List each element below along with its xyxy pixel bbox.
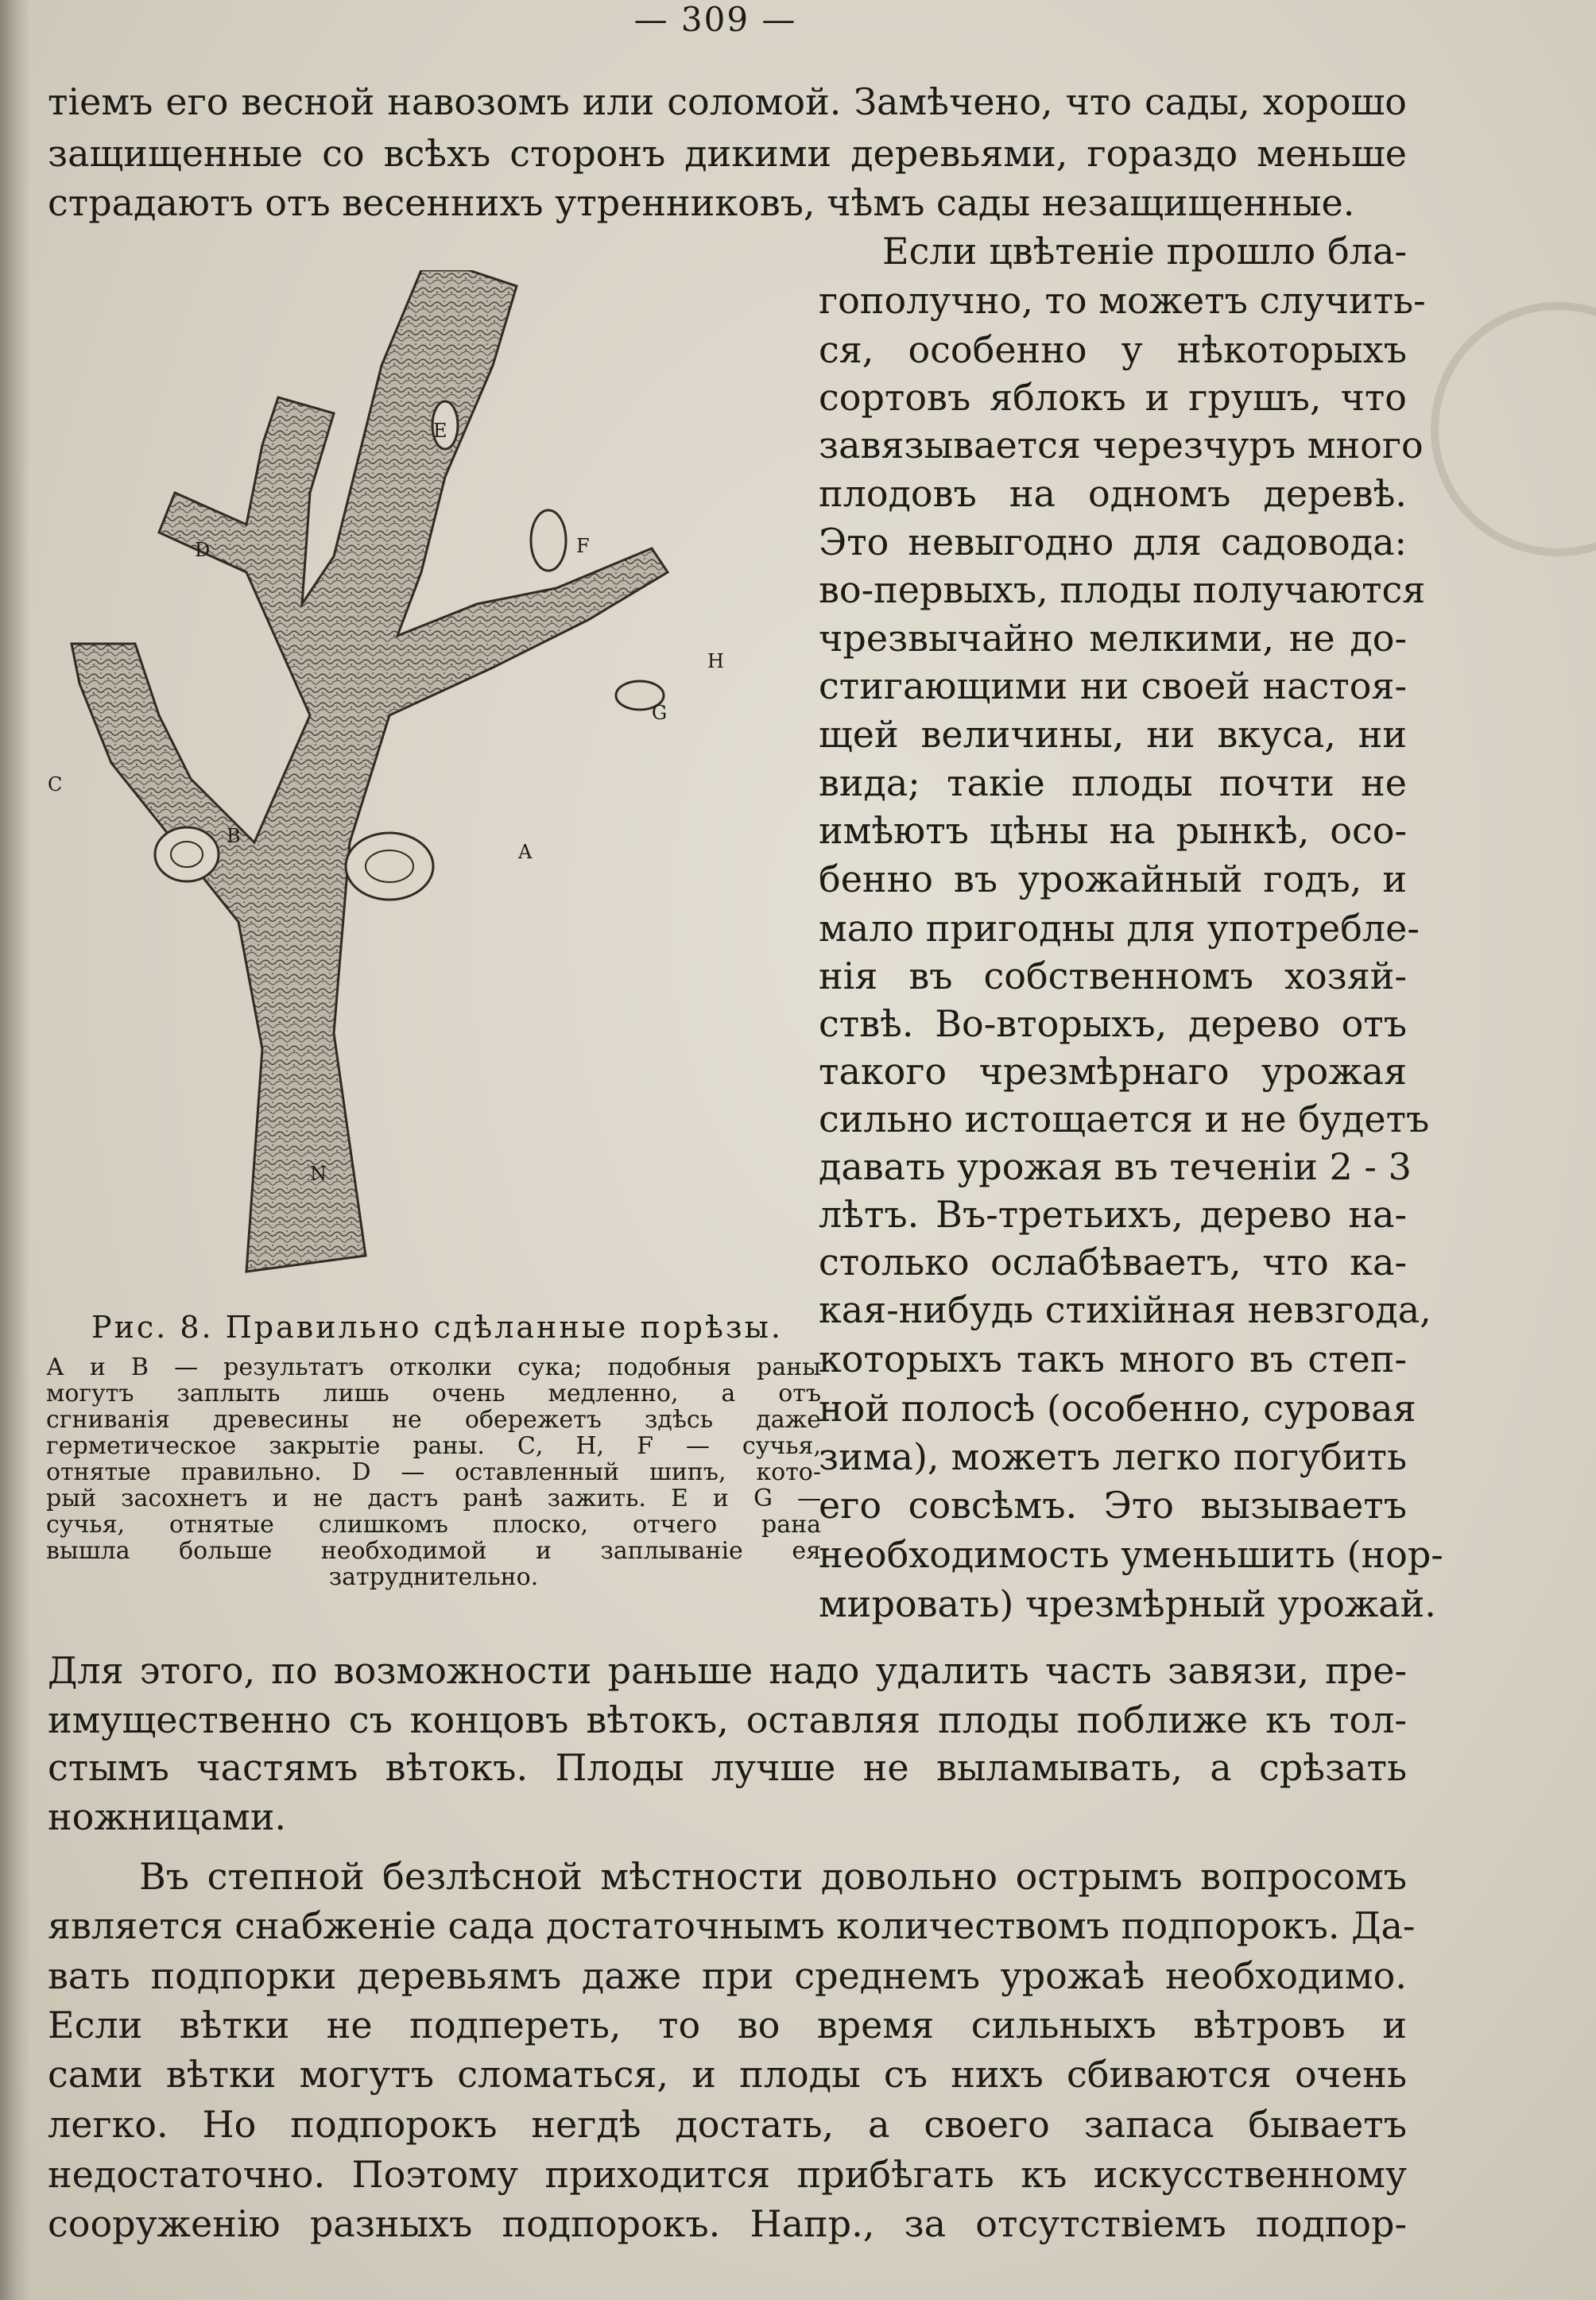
text-line: во-первыхъ, плоды получаются <box>819 568 1426 611</box>
caption-line: затруднительно. <box>328 1563 539 1591</box>
label-a: A <box>518 841 533 863</box>
text-line: имущественно съ концовъ вѣтокъ, оставляя плоды поближе къ тол- <box>48 1698 1407 1741</box>
wound-f <box>531 510 566 571</box>
label-f: F <box>576 535 590 557</box>
text-line: Въ степной безлѣсной мѣстности довольно острымъ вопросомъ <box>139 1855 1407 1898</box>
caption-line: отнятые правильно. D — оставленный шипъ, кото- <box>46 1458 821 1486</box>
text-line: ной полосѣ (особенно, суровая <box>819 1387 1416 1430</box>
caption-line: могутъ заплыть лишь очень медленно, а отъ <box>46 1380 821 1407</box>
text-line: столько ослабѣваетъ, что ка- <box>819 1241 1407 1284</box>
label-d: D <box>195 539 211 561</box>
label-c: C <box>48 773 63 796</box>
pruned-tree-illustration <box>48 270 763 1295</box>
text-line: стигающими ни своей настоя- <box>819 664 1407 707</box>
text-line: Это невыгодно для садовода: <box>819 521 1407 563</box>
label-n: N <box>310 1163 327 1185</box>
text-line: сортовъ яблокъ и грушъ, что <box>819 376 1407 419</box>
text-line: Если цвѣтеніе прошло бла- <box>882 230 1407 273</box>
text-line: щей величины, ни вкуса, ни <box>819 713 1407 756</box>
text-line: вида; такіе плоды почти не <box>819 761 1407 804</box>
text-line: ся, особенно у нѣкоторыхъ <box>819 328 1407 371</box>
text-line: страдаютъ отъ весеннихъ утренниковъ, чѣмъ сады незащищенные. <box>48 181 1355 224</box>
text-line: плодовъ на одномъ деревѣ. <box>819 472 1407 515</box>
caption-line: рый засохнетъ и не дастъ ранѣ зажить. Е и G — <box>46 1485 821 1512</box>
faded-library-stamp <box>1431 302 1596 556</box>
text-line: имѣютъ цѣны на рынкѣ, осо- <box>819 809 1407 852</box>
text-line: ножницами. <box>48 1795 287 1838</box>
text-line: зима), можетъ легко погубить <box>819 1435 1407 1478</box>
text-line: сооруженію разныхъ подпорокъ. Напр., за отсутствіемъ подпор- <box>48 2202 1407 2245</box>
label-e: E <box>433 420 447 442</box>
text-line: завязывается черезчуръ много <box>819 424 1424 467</box>
text-line: легко. Но подпорокъ негдѣ достать, а своего запаса бываетъ <box>48 2103 1407 2146</box>
text-line: сильно истощается и не будетъ <box>819 1098 1430 1140</box>
caption-line: вышла больше необходимой и заплываніе ея <box>46 1537 821 1565</box>
wound-a <box>346 833 433 900</box>
label-h: H <box>707 650 724 672</box>
text-line: нія въ собственномъ хозяй- <box>819 954 1407 997</box>
text-line: стымъ частямъ вѣтокъ. Плоды лучше не выламывать, а срѣзать <box>48 1746 1407 1789</box>
text-line: которыхъ такъ много въ степ- <box>819 1338 1407 1380</box>
text-line: недостаточно. Поэтому приходится прибѣгать къ искусственному <box>48 2153 1407 2196</box>
caption-line: сгниванія древесины не обережетъ здѣсь даже <box>46 1406 821 1434</box>
text-line: такого чрезмѣрнаго урожая <box>819 1050 1407 1093</box>
text-line: необходимость уменьшить (нор- <box>819 1533 1443 1576</box>
text-line: мало пригодны для употребле- <box>819 907 1420 950</box>
page-number: — 309 — <box>633 0 797 39</box>
text-line: давать урожая въ теченіи 2 - 3 <box>819 1145 1412 1188</box>
text-line: защищенные со всѣхъ сторонъ дикими деревьями, гораздо меньше <box>48 132 1407 175</box>
text-line: Если вѣтки не подпереть, то во время сильныхъ вѣтровъ и <box>48 2004 1407 2046</box>
caption-line: герметическое закрытіе раны. С, Н, F — сучья, <box>46 1432 821 1460</box>
text-line: тіемъ его весной навозомъ или соломой. Замѣчено, что сады, хорошо <box>48 80 1407 123</box>
tree-trunk <box>72 270 668 1272</box>
label-b: B <box>227 825 241 847</box>
text-line: сами вѣтки могутъ сломаться, и плоды съ нихъ сбиваются очень <box>48 2053 1407 2096</box>
text-line: Для этого, по возможности раньше надо удалить часть завязи, пре- <box>48 1649 1407 1692</box>
text-line: является снабженіе сада достаточнымъ количествомъ подпорокъ. Да- <box>48 1904 1416 1947</box>
figure-title: Рис. 8. Правильно сдѣланные порѣзы. <box>91 1310 783 1345</box>
text-line: бенно въ урожайный годъ, и <box>819 858 1407 900</box>
caption-line: А и В — результатъ отколки сука; подобныя раны <box>46 1353 821 1381</box>
text-line: лѣтъ. Въ-третьихъ, дерево на- <box>819 1193 1407 1236</box>
wound-b <box>155 827 219 881</box>
text-line: гополучно, то можетъ случить- <box>819 279 1426 322</box>
page-gutter-shadow <box>0 0 30 2300</box>
text-line: ствѣ. Во-вторыхъ, дерево отъ <box>819 1002 1407 1045</box>
text-line: кая-нибудь стихійная невзгода, <box>819 1288 1431 1331</box>
text-line: мировать) чрезмѣрный урожай. <box>819 1582 1436 1625</box>
caption-line: сучья, отнятые слишкомъ плоско, отчего рана <box>46 1511 821 1539</box>
text-line: его совсѣмъ. Это вызываетъ <box>819 1484 1407 1527</box>
text-line: вать подпорки деревьямъ даже при среднемъ урожаѣ необходимо. <box>48 1954 1407 1997</box>
label-g: G <box>652 702 668 724</box>
text-line: чрезвычайно мелкими, не до- <box>819 617 1407 660</box>
